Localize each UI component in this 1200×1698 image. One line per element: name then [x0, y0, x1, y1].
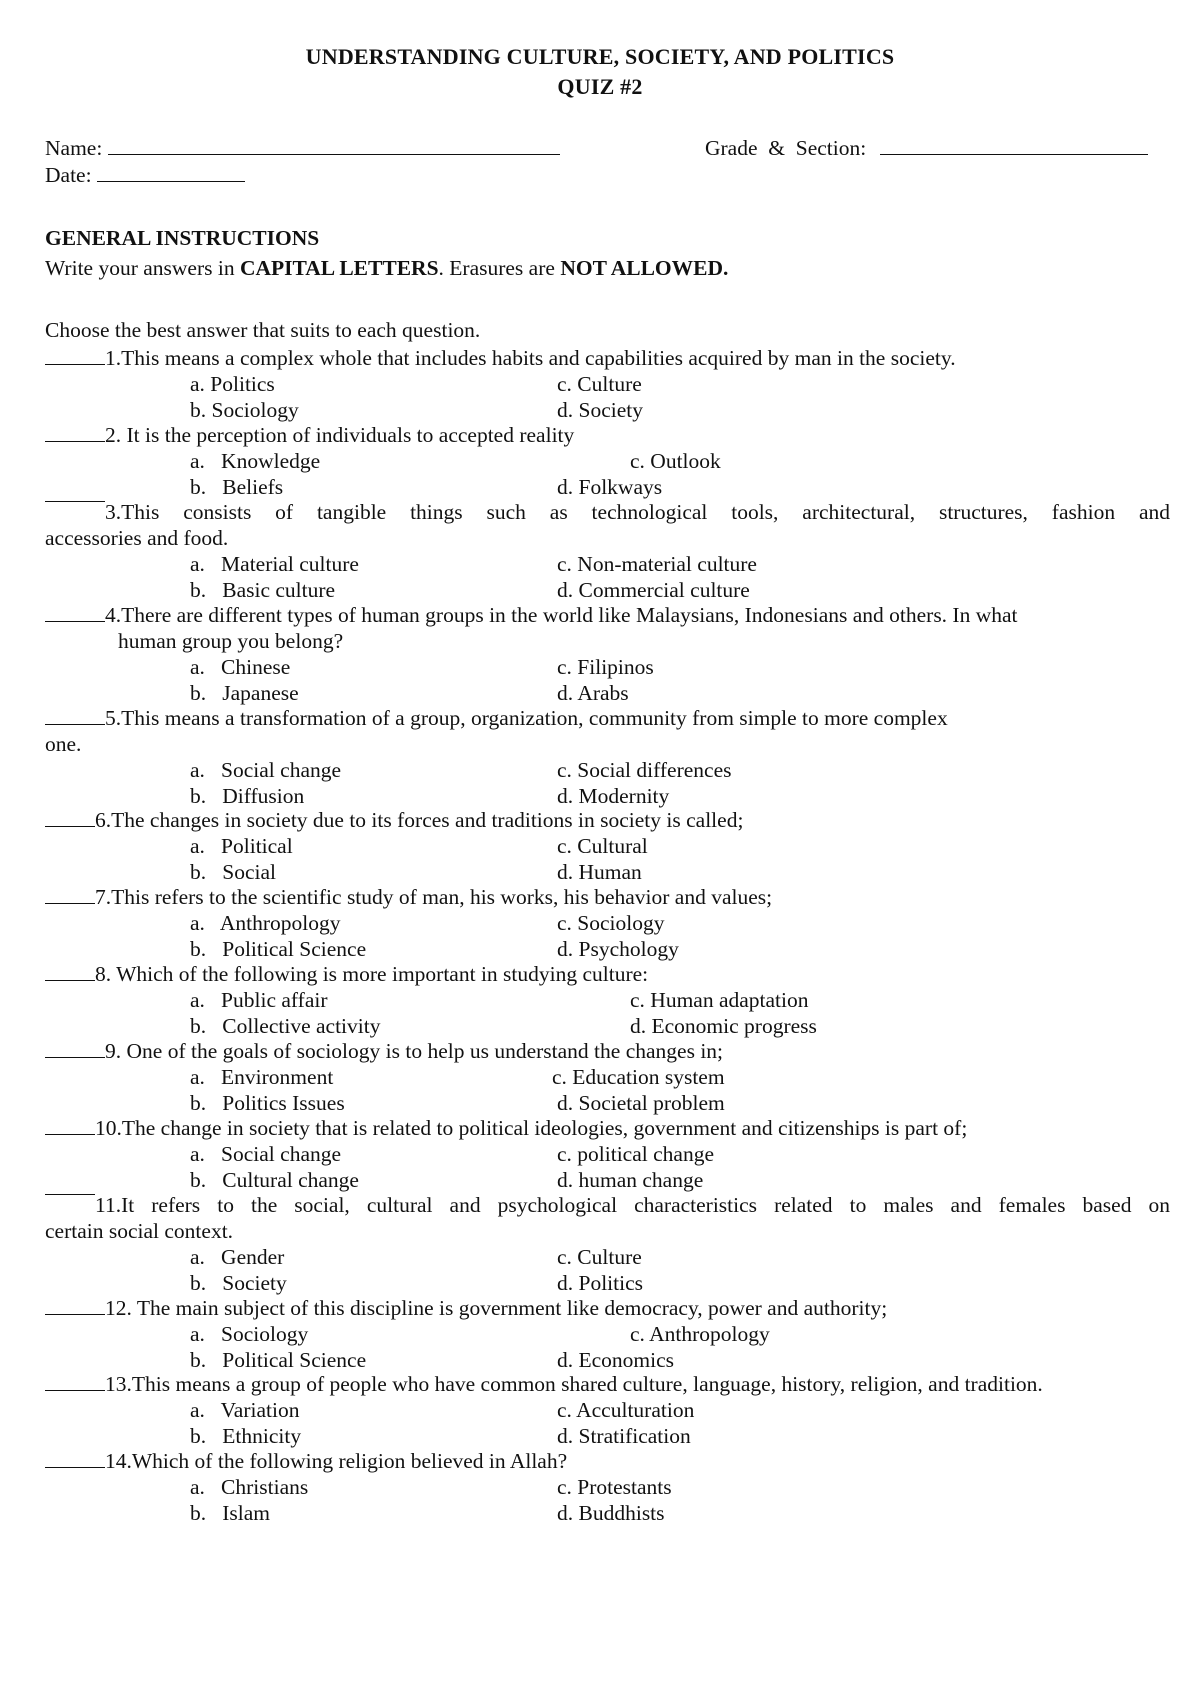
question-prompt: 9. One of the goals of sociology is to help us understand the changes in;	[105, 1039, 724, 1063]
question-text-continued: one.	[45, 732, 82, 756]
option-a: a. Material culture	[190, 552, 359, 576]
option-c: c. Human adaptation	[630, 988, 809, 1012]
question-text	[45, 885, 772, 910]
question-text	[45, 1449, 567, 1474]
option-d: d. Modernity	[557, 784, 670, 808]
option-a: a. Gender	[190, 1245, 285, 1269]
option-b: b. Ethnicity	[190, 1424, 302, 1448]
option-c: c. Acculturation	[557, 1398, 695, 1422]
answer-blank[interactable]	[45, 723, 105, 725]
question-text-continued: human group you belong?	[118, 629, 344, 653]
question-text-continued: certain social context.	[45, 1219, 234, 1243]
document-subtitle: QUIZ #2	[557, 74, 643, 99]
option-b: b. Diffusion	[190, 784, 305, 808]
option-c: c. Outlook	[630, 449, 721, 473]
question-prompt: 14.Which of the following religion believed in Allah?	[105, 1449, 568, 1473]
option-b: b. Sociology	[190, 398, 299, 422]
option-b: b. Society	[190, 1271, 287, 1295]
instructions-part2: . Erasures are	[438, 256, 561, 280]
name-field	[45, 136, 560, 161]
question-text-continued: accessories and food.	[45, 526, 229, 550]
document-title: UNDERSTANDING CULTURE, SOCIETY, AND POLITICS	[305, 44, 895, 69]
answer-blank[interactable]	[45, 1313, 105, 1315]
answer-blank[interactable]	[45, 1056, 105, 1058]
question-text	[45, 1116, 967, 1141]
question-prompt: 7.This refers to the scientific study of man, his works, his behavior and values;	[95, 885, 773, 909]
option-a: a. Variation	[190, 1398, 300, 1422]
question-prompt: 1.This means a complex whole that includes habits and capabilities acquired by man in the society.	[105, 346, 956, 370]
option-c: c. Cultural	[557, 834, 648, 858]
question-prompt: 10.The change in society that is related to political ideologies, government and citizenships is part of;	[95, 1116, 968, 1140]
option-b: b. Politics Issues	[190, 1091, 345, 1115]
option-d: d. Societal problem	[557, 1091, 725, 1115]
option-a: a. Chinese	[190, 655, 291, 679]
answer-blank[interactable]	[45, 620, 105, 622]
question-prompt: 6.The changes in society due to its forces and traditions in society is called;	[95, 808, 744, 832]
option-b: b. Japanese	[190, 681, 299, 705]
question-prompt: 8. Which of the following is more important in studying culture:	[95, 962, 649, 986]
answer-blank[interactable]	[45, 1389, 105, 1391]
option-a: a. Politics	[190, 372, 275, 396]
instructions-part1: Write your answers in	[45, 256, 240, 280]
answer-blank[interactable]	[45, 902, 95, 904]
option-a: a. Environment	[190, 1065, 334, 1089]
option-d: d. Human	[557, 860, 642, 884]
option-a: a. Public affair	[190, 988, 328, 1012]
option-c: c. Culture	[557, 1245, 642, 1269]
question-prompt: 12. The main subject of this discipline is government like democracy, power and authority;	[105, 1296, 888, 1320]
question-prompt: 4.There are different types of human groups in the world like Malaysians, Indonesians and others. In what	[105, 603, 1018, 627]
option-b: b. Collective activity	[190, 1014, 381, 1038]
option-b: b. Political Science	[190, 937, 367, 961]
option-b: b. Social	[190, 860, 276, 884]
question-prompt: 3.This consists of tangible things such as technological tools, architectural, structures, fashion and	[105, 500, 1170, 524]
question-text	[45, 1039, 723, 1064]
question-prompt: 13.This means a group of people who have common shared culture, language, history, religion, and tradition.	[105, 1372, 1043, 1396]
option-c: c. Anthropology	[630, 1322, 770, 1346]
option-c: c. Sociology	[557, 911, 665, 935]
date-blank	[97, 180, 245, 182]
question-text	[45, 500, 1170, 525]
option-b: b. Islam	[190, 1501, 271, 1525]
question-text	[45, 1193, 1170, 1218]
option-d: d. Economics	[557, 1348, 675, 1372]
option-d: d. Politics	[557, 1271, 644, 1295]
option-a: a. Political	[190, 834, 293, 858]
answer-blank[interactable]	[45, 1133, 95, 1135]
option-d: d. Society	[557, 398, 643, 422]
answer-blank[interactable]	[45, 1193, 95, 1195]
grade-section-label: Grade & Section:	[705, 136, 867, 160]
option-c: c. Education system	[552, 1065, 725, 1089]
instructions-text	[45, 256, 728, 281]
answer-blank[interactable]	[45, 363, 105, 365]
option-a: a. Christians	[190, 1475, 309, 1499]
date-field	[45, 163, 245, 188]
instructions-bold1: CAPITAL LETTERS	[239, 256, 439, 280]
instructions-bold2: NOT ALLOWED.	[560, 256, 729, 280]
question-text	[45, 1296, 887, 1321]
answer-blank[interactable]	[45, 1466, 105, 1468]
option-d: d. human change	[557, 1168, 704, 1192]
option-a: a. Anthropology	[190, 911, 341, 935]
grade-section-field	[705, 136, 1148, 161]
option-a: a. Sociology	[190, 1322, 309, 1346]
option-c: c. Culture	[557, 372, 642, 396]
question-text	[45, 603, 1018, 628]
question-prompt: 5.This means a transformation of a group, organization, community from simple to more complex	[105, 706, 948, 730]
instructions-heading: GENERAL INSTRUCTIONS	[45, 226, 320, 250]
option-c: c. political change	[557, 1142, 714, 1166]
option-b: b. Political Science	[190, 1348, 367, 1372]
option-d: d. Buddhists	[557, 1501, 665, 1525]
date-label: Date:	[45, 163, 92, 187]
question-prompt: 2. It is the perception of individuals to accepted reality	[105, 423, 575, 447]
name-label: Name:	[45, 136, 103, 160]
question-text	[45, 1372, 1043, 1397]
option-d: d. Stratification	[557, 1424, 691, 1448]
option-c: c. Filipinos	[557, 655, 654, 679]
question-prompt: 11.It refers to the social, cultural and psychological characteristics related to males and females based on	[95, 1193, 1170, 1217]
name-blank	[108, 153, 560, 155]
option-c: c. Social differences	[557, 758, 732, 782]
option-d: d. Arabs	[557, 681, 629, 705]
option-a: a. Social change	[190, 1142, 342, 1166]
answer-blank[interactable]	[45, 825, 95, 827]
answer-blank[interactable]	[45, 979, 95, 981]
option-b: b. Beliefs	[190, 475, 284, 499]
option-d: d. Commercial culture	[557, 578, 750, 602]
option-c: c. Non-material culture	[557, 552, 757, 576]
option-b: b. Cultural change	[190, 1168, 359, 1192]
option-a: a. Knowledge	[190, 449, 321, 473]
question-text	[45, 962, 648, 987]
question-text	[45, 423, 574, 448]
option-a: a. Social change	[190, 758, 342, 782]
option-d: d. Economic progress	[630, 1014, 817, 1038]
directions-text: Choose the best answer that suits to each question.	[45, 318, 481, 342]
option-c: c. Protestants	[557, 1475, 672, 1499]
question-text	[45, 808, 743, 833]
option-d: d. Psychology	[557, 937, 679, 961]
option-b: b. Basic culture	[190, 578, 336, 602]
answer-blank[interactable]	[45, 500, 105, 502]
grade-section-blank	[880, 153, 1148, 155]
question-text	[45, 346, 956, 371]
question-text	[45, 706, 948, 731]
option-d: d. Folkways	[557, 475, 663, 499]
answer-blank[interactable]	[45, 440, 105, 442]
